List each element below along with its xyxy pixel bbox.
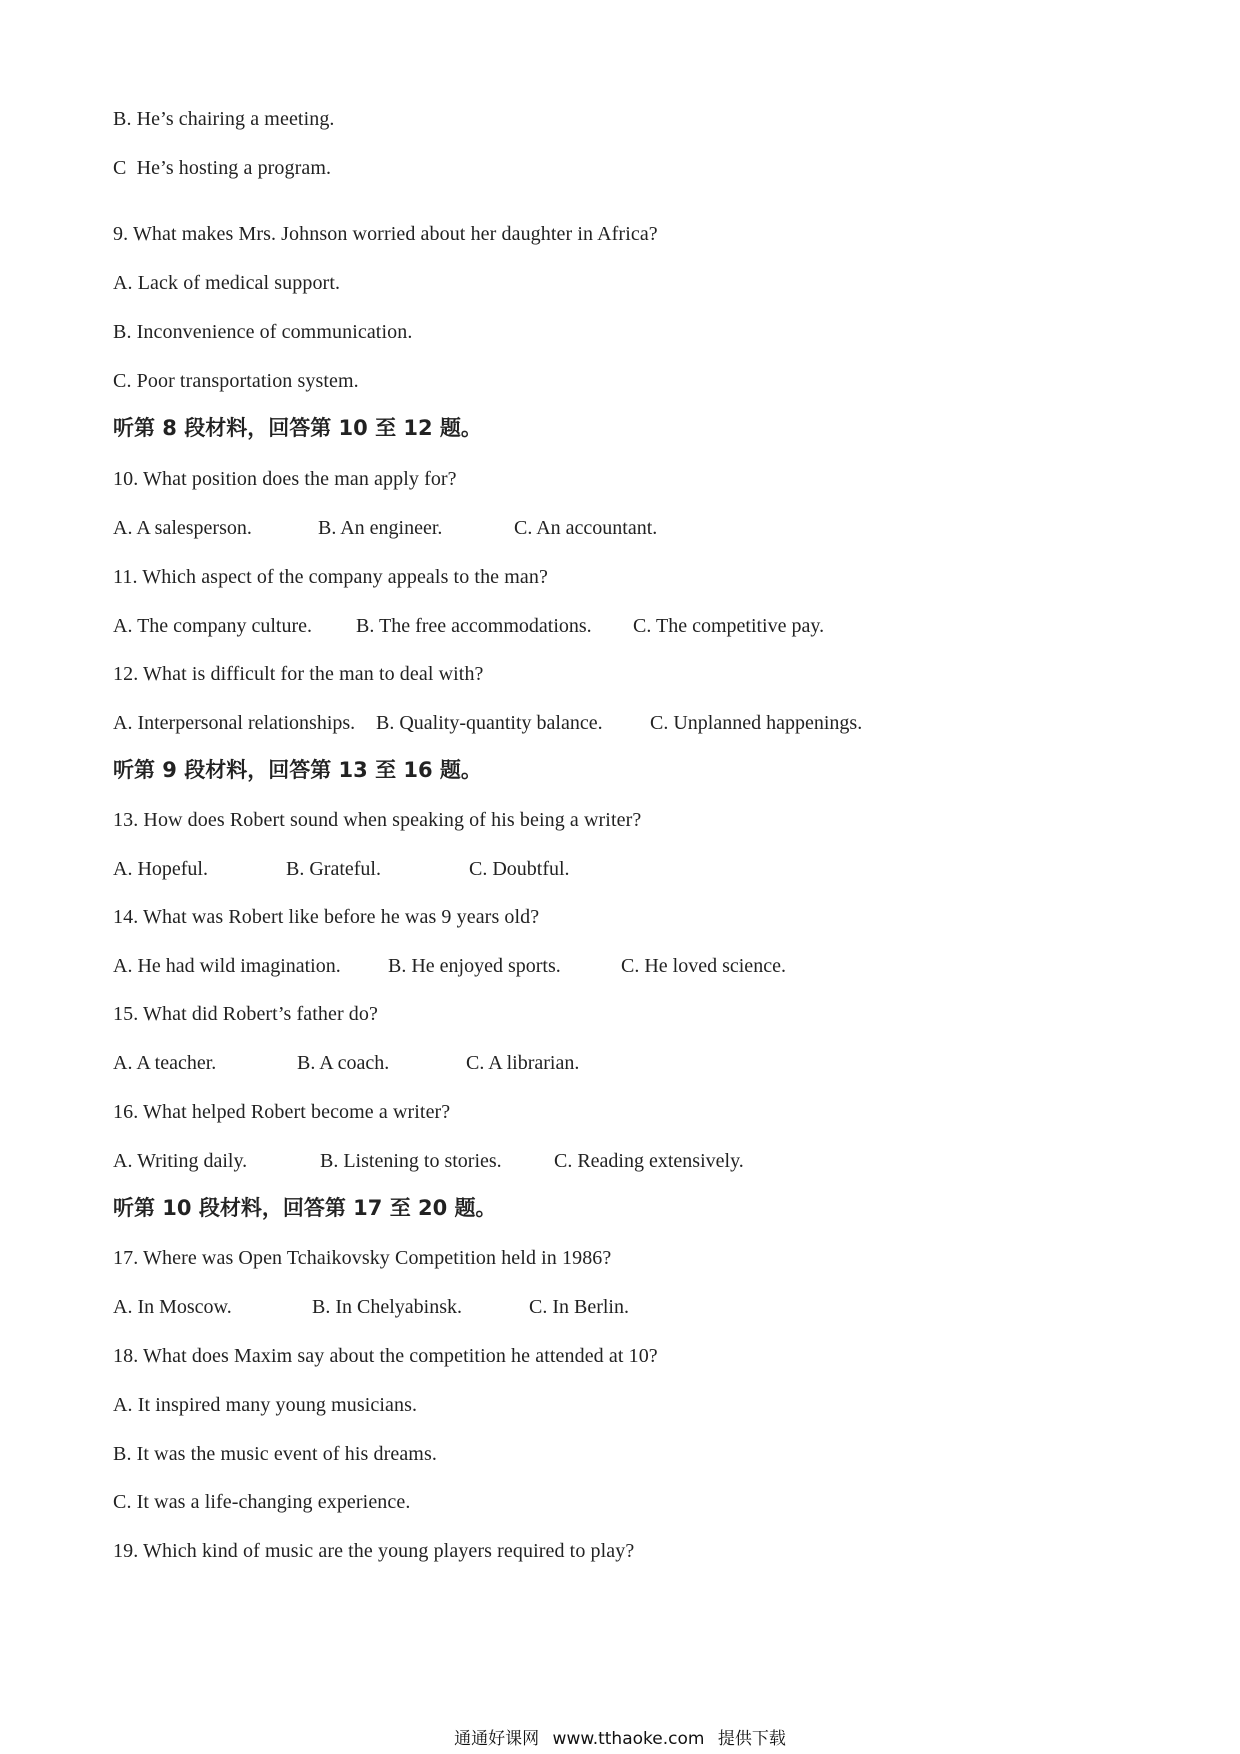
q16-option-c: C. Reading extensively. bbox=[554, 1150, 744, 1172]
q15-option-a: A. A teacher. bbox=[113, 1052, 217, 1074]
q14-question: 14. What was Robert like before he was 9 years old? bbox=[113, 906, 540, 928]
q14-option-a: A. He had wild imagination. bbox=[113, 955, 341, 977]
section-9-heading: 听第 9 段材料，回答第 13 至 16 题。 bbox=[113, 758, 482, 782]
q9-option-b: B. Inconvenience of communication. bbox=[113, 321, 413, 343]
q10-question: 10. What position does the man apply for? bbox=[113, 468, 457, 490]
q10-option-b: B. An engineer. bbox=[318, 517, 443, 539]
q15-option-c: C. A librarian. bbox=[466, 1052, 580, 1074]
q10-option-c: C. An accountant. bbox=[514, 517, 658, 539]
q15-question: 15. What did Robert’s father do? bbox=[113, 1003, 378, 1025]
q19-question: 19. Which kind of music are the young players required to play? bbox=[113, 1540, 635, 1562]
page-footer bbox=[0, 1728, 1240, 1750]
q17-question: 17. Where was Open Tchaikovsky Competition held in 1986? bbox=[113, 1247, 612, 1269]
section-8-heading: 听第 8 段材料，回答第 10 至 12 题。 bbox=[113, 416, 482, 440]
q16-option-a: A. Writing daily. bbox=[113, 1150, 248, 1172]
q13-option-a: A. Hopeful. bbox=[113, 858, 208, 880]
footer-site-name: 通通好课网 bbox=[454, 1729, 540, 1749]
footer-note: 提供下载 bbox=[717, 1729, 786, 1749]
q18-question: 18. What does Maxim say about the competition he attended at 10? bbox=[113, 1345, 658, 1367]
q13-option-c: C. Doubtful. bbox=[469, 858, 570, 880]
q11-option-c: C. The competitive pay. bbox=[633, 615, 825, 637]
q17-option-b: B. In Chelyabinsk. bbox=[312, 1296, 462, 1318]
q11-option-a: A. The company culture. bbox=[113, 615, 313, 637]
q14-option-b: B. He enjoyed sports. bbox=[388, 955, 561, 977]
q9-option-c: C. Poor transportation system. bbox=[113, 370, 359, 392]
q13-option-b: B. Grateful. bbox=[286, 858, 381, 880]
q11-option-b: B. The free accommodations. bbox=[356, 615, 592, 637]
q8-option-c: C He’s hosting a program. bbox=[113, 157, 332, 179]
q13-question: 13. How does Robert sound when speaking of his being a writer? bbox=[113, 809, 642, 831]
q12-option-b: B. Quality-quantity balance. bbox=[376, 712, 603, 734]
section-10-heading: 听第 10 段材料，回答第 17 至 20 题。 bbox=[113, 1196, 497, 1220]
q9-question: 9. What makes Mrs. Johnson worried about her daughter in Africa? bbox=[113, 223, 658, 245]
q18-option-b: B. It was the music event of his dreams. bbox=[113, 1443, 437, 1465]
q18-option-c: C. It was a life-changing experience. bbox=[113, 1491, 411, 1513]
q8-option-b: B. He’s chairing a meeting. bbox=[113, 108, 335, 130]
q17-option-a: A. In Moscow. bbox=[113, 1296, 232, 1318]
q12-option-c: C. Unplanned happenings. bbox=[650, 712, 863, 734]
q12-question: 12. What is difficult for the man to deal with? bbox=[113, 663, 484, 685]
q9-option-a: A. Lack of medical support. bbox=[113, 272, 341, 294]
q15-option-b: B. A coach. bbox=[297, 1052, 390, 1074]
q16-option-b: B. Listening to stories. bbox=[320, 1150, 502, 1172]
q18-option-a: A. It inspired many young musicians. bbox=[113, 1394, 418, 1416]
q14-option-c: C. He loved science. bbox=[621, 955, 786, 977]
q12-option-a: A. Interpersonal relationships. bbox=[113, 712, 356, 734]
q11-question: 11. Which aspect of the company appeals to the man? bbox=[113, 566, 548, 588]
q16-question: 16. What helped Robert become a writer? bbox=[113, 1101, 451, 1123]
footer-url[interactable]: www.tthaoke.com bbox=[552, 1729, 705, 1749]
q17-option-c: C. In Berlin. bbox=[529, 1296, 629, 1318]
q10-option-a: A. A salesperson. bbox=[113, 517, 252, 539]
